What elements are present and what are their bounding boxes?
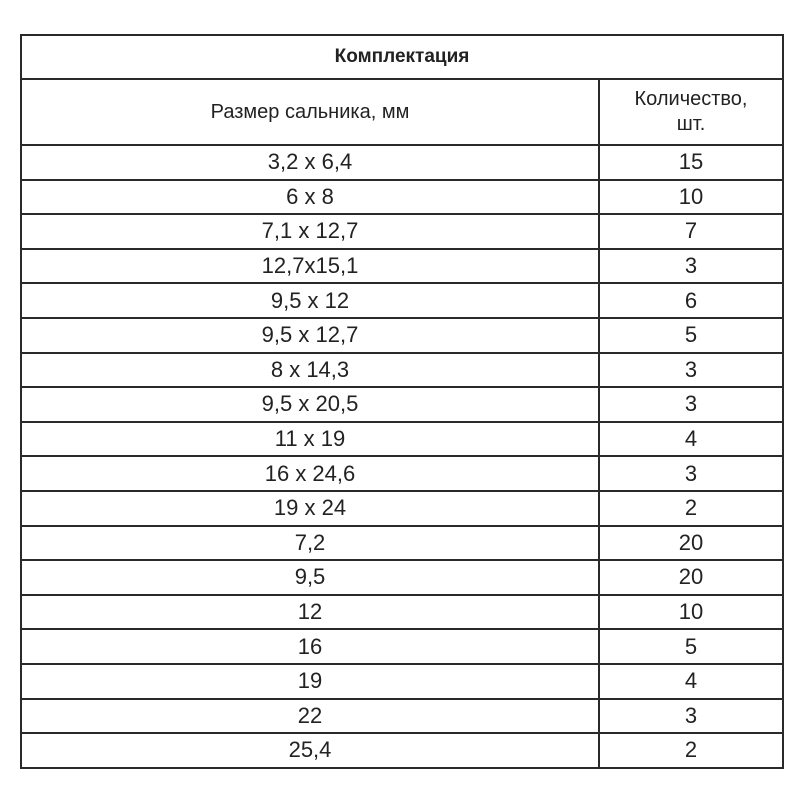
table-row: [21, 595, 783, 630]
column-header-quantity: [599, 79, 783, 145]
table-row: [21, 629, 783, 664]
quantity-cell: 3: [599, 249, 783, 284]
quantity-cell: 2: [599, 733, 783, 768]
seal-size-cell: 7,2: [21, 526, 599, 561]
table-row: [21, 456, 783, 491]
quantity-cell: 10: [599, 595, 783, 630]
table-row: [21, 422, 783, 457]
quantity-cell: 4: [599, 422, 783, 457]
quantity-cell: 7: [599, 214, 783, 249]
table-row: [21, 353, 783, 388]
quantity-cell: 4: [599, 664, 783, 699]
quantity-cell: 3: [599, 387, 783, 422]
quantity-cell: 15: [599, 145, 783, 180]
table-row: [21, 214, 783, 249]
quantity-cell: 20: [599, 560, 783, 595]
kit-contents-table: [20, 34, 784, 769]
table-title-row: [21, 35, 783, 79]
column-header-quantity-line1: Количество,: [634, 88, 748, 110]
quantity-cell: 6: [599, 283, 783, 318]
table-row: [21, 560, 783, 595]
seal-size-cell: 9,5 х 12: [21, 283, 599, 318]
quantity-cell: 3: [599, 699, 783, 734]
seal-size-cell: 8 х 14,3: [21, 353, 599, 388]
seal-size-cell: 3,2 х 6,4: [21, 145, 599, 180]
table-row: [21, 318, 783, 353]
seal-size-cell: 7,1 х 12,7: [21, 214, 599, 249]
seal-size-cell: 16: [21, 629, 599, 664]
table-row: [21, 491, 783, 526]
table-row: [21, 283, 783, 318]
seal-size-cell: 19: [21, 664, 599, 699]
seal-size-cell: 9,5 х 12,7: [21, 318, 599, 353]
seal-size-cell: 19 х 24: [21, 491, 599, 526]
quantity-cell: 10: [599, 180, 783, 215]
table-row: [21, 664, 783, 699]
column-header-size: Размер сальника, мм: [21, 79, 599, 145]
seal-size-cell: 6 х 8: [21, 180, 599, 215]
seal-size-cell: 9,5: [21, 560, 599, 595]
table-row: [21, 387, 783, 422]
quantity-cell: 3: [599, 353, 783, 388]
seal-size-cell: 16 х 24,6: [21, 456, 599, 491]
quantity-cell: 2: [599, 491, 783, 526]
seal-size-cell: 9,5 х 20,5: [21, 387, 599, 422]
table-body: [21, 145, 783, 768]
column-header-quantity-line2: шт.: [676, 113, 706, 135]
seal-size-cell: 11 х 19: [21, 422, 599, 457]
table-title: Комплектация: [21, 35, 783, 79]
table-row: [21, 699, 783, 734]
quantity-cell: 5: [599, 318, 783, 353]
quantity-cell: 5: [599, 629, 783, 664]
table-row: [21, 180, 783, 215]
table-row: [21, 145, 783, 180]
quantity-cell: 3: [599, 456, 783, 491]
table-row: [21, 526, 783, 561]
seal-size-cell: 25,4: [21, 733, 599, 768]
seal-size-cell: 22: [21, 699, 599, 734]
table-row: [21, 249, 783, 284]
seal-size-cell: 12,7х15,1: [21, 249, 599, 284]
seal-size-cell: 12: [21, 595, 599, 630]
quantity-cell: 20: [599, 526, 783, 561]
table-header-row: [21, 79, 783, 145]
table-row: [21, 733, 783, 768]
